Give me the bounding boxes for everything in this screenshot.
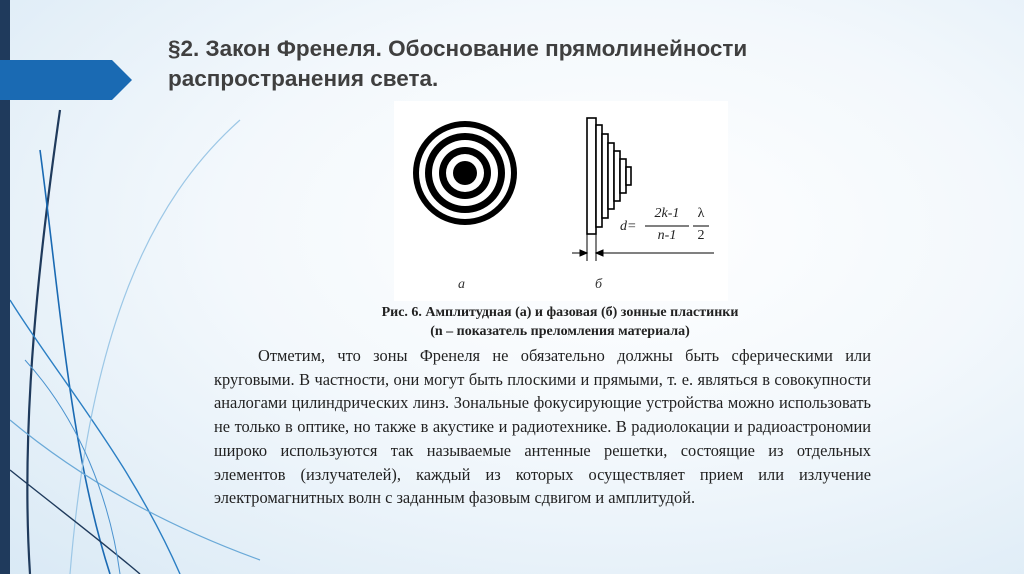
amplitude-zone-plate — [413, 121, 517, 225]
formula-den1: n-1 — [657, 228, 677, 243]
zone-plates-drawing — [394, 101, 728, 301]
label-b: б — [595, 277, 603, 292]
body-paragraph: Отметим, что зоны Френеля не обязательно должны быть сферическими или круговыми. В частности, они могут быть плоскими и прямыми, т. е. являться в совокупности аналогами цилиндрических линз. Зональные фокусирующие устройства можно использовать не только в оптике, но также в акустике и радиотехнике. В радиолокации и радиоастрономии широко используются так называемые антенные решетки, состоящие из отдельных элементов (излучателей), каждый из которых осуществляет прием или излучение электромагнитных волн с заданным фазовым сдвигом и амплитудой. — [214, 346, 871, 508]
figure-caption-line2: (n – показатель преломления материала) — [430, 324, 690, 339]
title-arrow-shape — [0, 60, 132, 100]
fraction-bar-2 — [693, 225, 709, 227]
formula-den2: 2 — [697, 228, 705, 243]
figure-caption-line1: Рис. 6. Амплитудная (а) и фазовая (б) зонные пластинки — [381, 305, 739, 320]
formula-num2: λ — [697, 206, 705, 221]
zone-plates-figure — [394, 101, 728, 301]
slide-title: §2. Закон Френеля. Обоснование прямолинейности распространения света. — [168, 36, 748, 91]
formula-num1: 2k-1 — [654, 206, 680, 221]
formula-lhs: d= — [620, 219, 637, 234]
label-a: а — [458, 277, 465, 292]
fraction-bar-1 — [645, 225, 689, 227]
thickness-dimension — [572, 234, 714, 261]
phase-zone-plate — [587, 118, 631, 234]
